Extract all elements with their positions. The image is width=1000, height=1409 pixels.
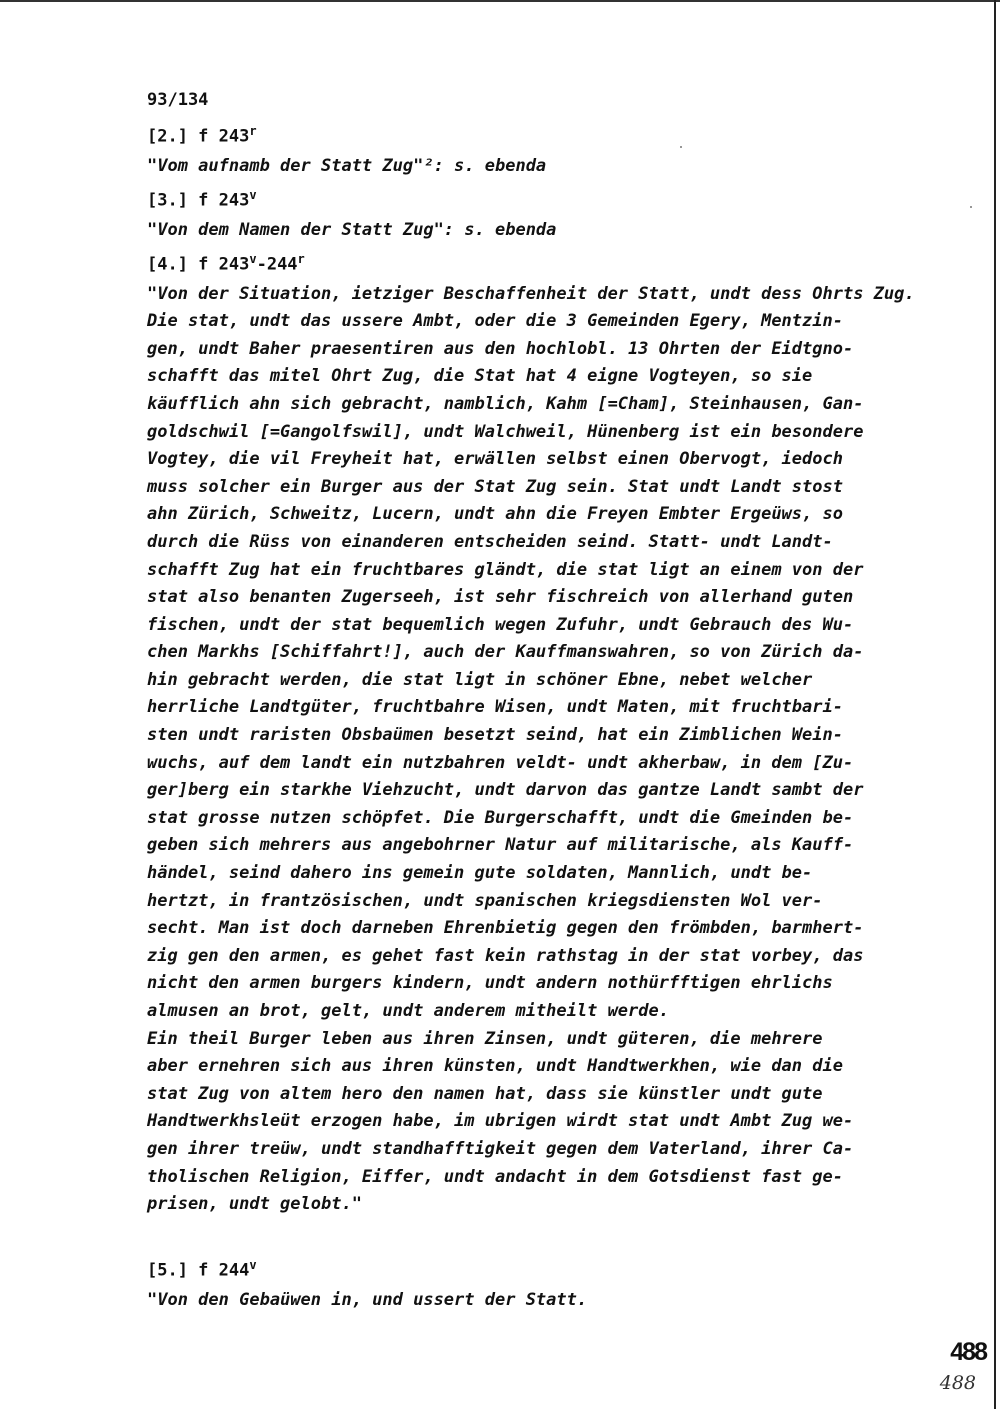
body-line: hin gebracht werden, die stat ligt in schöner Ebne, nebet welcher: [147, 669, 813, 690]
scan-border-top: [0, 0, 1000, 2]
entry-4: [147, 252, 922, 1219]
body-line: Die stat, undt das ussere Ambt, oder die 3 Gemeinden Egery, Mentzin-: [147, 311, 843, 332]
body-line: gen, undt Baher praesentiren aus den hochlobl. 13 Ohrten der Eidtgno-: [147, 338, 854, 359]
entry-title: "Von den Gebaüwen in, und ussert der Statt.: [147, 1289, 588, 1310]
body-line: Ein theil Burger leben aus ihren Zinsen, undt güteren, die mehrere: [147, 1028, 823, 1049]
folio-reference: [2.] f 243$^r$: [147, 124, 257, 147]
body-line: goldschwil [=Gangolfswil], undt Walchweil, Hünenberg ist ein besondere: [147, 421, 864, 442]
body-line: ahn Zürich, Schweitz, Lucern, undt ahn die Freyen Embter Ergeüws, so: [147, 504, 843, 525]
body-line: nicht den armen burgers kindern, undt andern nothürfftigen ehrlichs: [147, 973, 833, 994]
entry-title: "Von dem Namen der Statt Zug": s. ebenda: [147, 219, 557, 240]
page-number-stamp: 488: [950, 1338, 986, 1366]
entry-2: [147, 124, 922, 180]
body-line: herrliche Landtgüter, fruchtbahre Wisen, undt Maten, mit fruchtbari-: [147, 697, 843, 718]
folio-reference: [3.] f 243$^v$: [147, 188, 257, 211]
body-line: fischen, undt der stat bequemlich wegen Zufuhr, undt Gebrauch des Wu-: [147, 614, 854, 635]
body-line: secht. Man ist doch darneben Ehrenbietig gegen den frömbden, barmhert-: [147, 918, 864, 939]
body-line: muss solcher ein Burger aus der Stat Zug sein. Stat undt Landt stost: [147, 476, 843, 497]
body-line: chen Markhs [Schiffahrt!], auch der Kauffmanswahren, so von Zürich da-: [147, 642, 864, 663]
body-line: prisen, undt gelobt.": [147, 1194, 362, 1215]
body-line: tholischen Religion, Eiffer, undt andacht in dem Gotsdienst fast ge-: [147, 1166, 843, 1187]
entry-5: [147, 1258, 922, 1314]
body-line: stat also benanten Zugerseeh, ist sehr fischreich von allerhand guten: [147, 587, 854, 608]
body-line: händel, seind dahero ins gemein gute soldaten, Mannlich, undt be-: [147, 863, 813, 884]
entry-3: [147, 188, 922, 244]
body-line: käufflich ahn sich gebracht, namblich, Kahm [=Cham], Steinhausen, Gan-: [147, 393, 864, 414]
body-line: Handtwerkhsleüt erzogen habe, im ubrigen wirdt stat undt Ambt Zug we-: [147, 1111, 854, 1132]
folio-reference: [5.] f 244$^v$: [147, 1258, 257, 1281]
entry-title: "Vom aufnamb der Statt Zug"²: s. ebenda: [147, 155, 547, 176]
body-line: aber ernehren sich aus ihren künsten, undt Handtwerkhen, wie dan die: [147, 1056, 843, 1077]
scan-border-right: [994, 0, 996, 1409]
body-line: wuchs, auf dem landt ein nutzbahren veldt- undt akherbaw, in dem [Zu-: [147, 752, 854, 773]
entry-body: [147, 308, 922, 1219]
folio-reference: [4.] f 243$^v$-244$^r$: [147, 252, 305, 275]
body-line: zig gen den armen, es gehet fast kein rathstag in der stat vorbey, das: [147, 945, 864, 966]
body-line: schafft Zug hat ein fruchtbares gländt, die stat ligt an einem von der: [147, 559, 864, 580]
document-id: 93/134: [147, 90, 209, 110]
body-line: ger]berg ein starkhe Viehzucht, undt darvon das gantze Landt sambt der: [147, 780, 864, 801]
body-line: gen ihrer treüw, undt standhafftigkeit gegen dem Vaterland, ihrer Ca-: [147, 1138, 854, 1159]
body-line: durch die Rüss von einanderen entscheiden seind. Statt- undt Landt-: [147, 531, 833, 552]
body-line: geben sich mehrers aus angebohrner Natur auf militarische, als Kauff-: [147, 835, 854, 856]
body-line: schafft das mitel Ohrt Zug, die Stat hat 4 eigne Vogteyen, so sie: [147, 366, 813, 387]
body-line: sten undt raristen Obsbaümen besetzt seind, hat ein Zimblichen Wein-: [147, 725, 843, 746]
body-line: almusen an brot, gelt, undt anderem mitheilt werde.: [147, 1001, 669, 1021]
body-line: hertzt, in frantzösischen, undt spanischen kriegsdiensten Wol ver-: [147, 890, 823, 911]
body-line: Vogtey, die vil Freyheit hat, erwällen selbst einen Obervogt, iedoch: [147, 449, 843, 470]
entry-title: "Von der Situation, ietziger Beschaffenheit der Statt, undt dess Ohrts Zug.: [147, 283, 915, 304]
handwritten-page-number: 488: [939, 1372, 976, 1394]
body-line: stat Zug von altem hero den namen hat, dass sie künstler undt gute: [147, 1083, 823, 1104]
scan-speck: [970, 206, 972, 208]
body-line: stat grosse nutzen schöpfet. Die Burgerschafft, undt die Gmeinden be-: [147, 807, 854, 828]
